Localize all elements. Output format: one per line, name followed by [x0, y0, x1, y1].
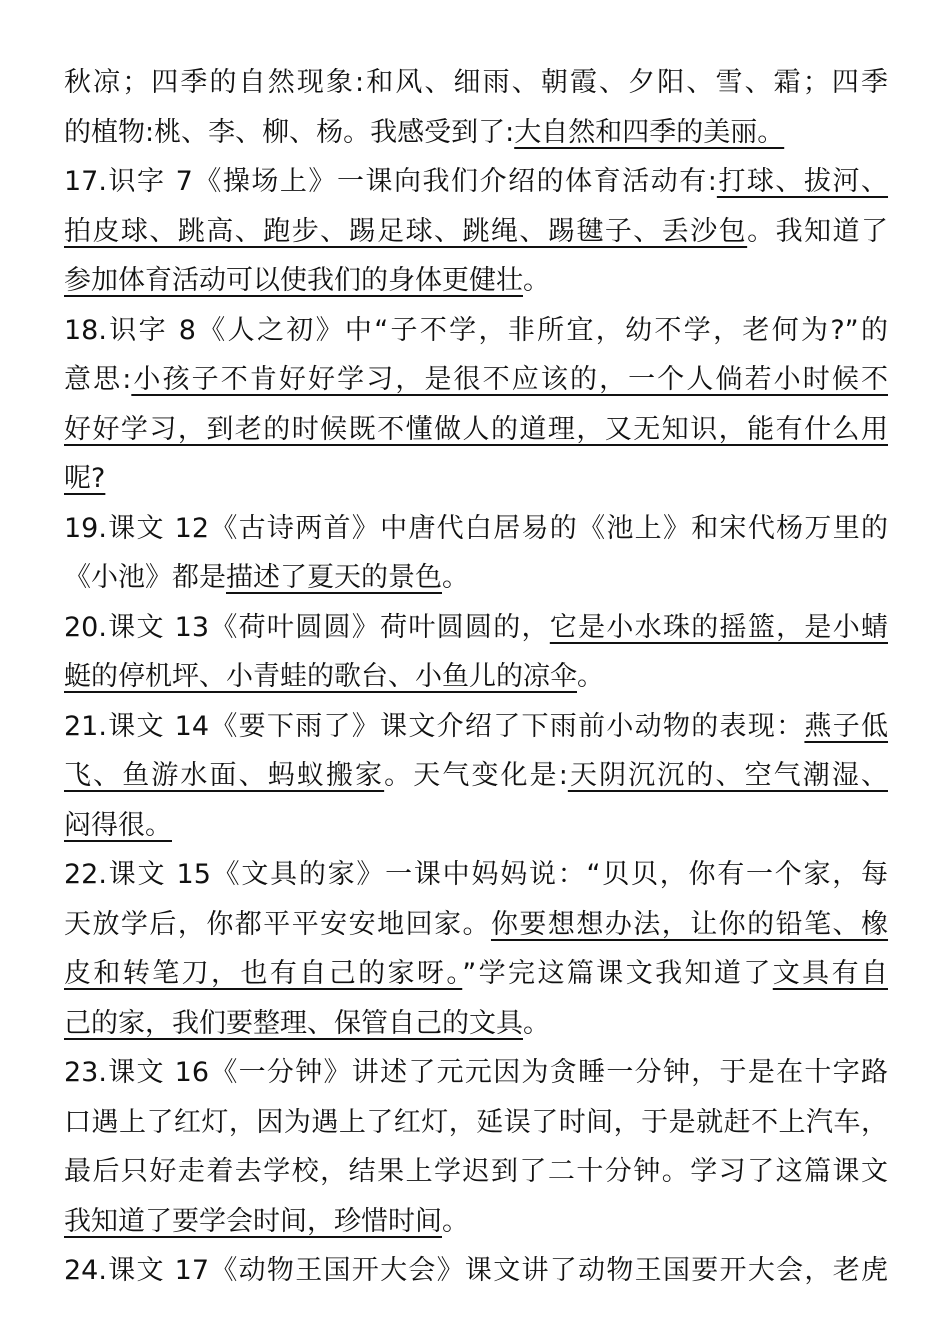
underlined-answer: 燕子低: [804, 710, 889, 742]
text-segment: 17.识字 7《操场上》一课向我们介绍的体育活动有:: [64, 166, 717, 197]
text-line: [64, 1197, 888, 1247]
text-line: [64, 504, 888, 554]
document-page: [64, 58, 888, 1296]
text-line: [64, 207, 888, 257]
text-line: [64, 751, 888, 801]
text-segment: 20.课文 13《荷叶圆圆》荷叶圆圆的，: [64, 611, 550, 643]
text-segment: 天放学后，你都平平安安地回家。: [64, 908, 491, 940]
underlined-answer: 蜓的停机坪、小青蛙的歌台、小鱼儿的凉伞: [64, 661, 577, 692]
underlined-answer: 文具有自: [772, 958, 888, 989]
text-segment: 最后只好走着去学校，结果上学迟到了二十分钟。学习了这篇课文: [64, 1156, 888, 1187]
text-segment: 。: [442, 1205, 469, 1237]
underlined-answer: 皮和转笔刀，也有自己的家呀。: [64, 958, 463, 989]
text-line: [64, 1048, 888, 1098]
text-line: [64, 306, 888, 356]
underlined-answer: 拍皮球、跳高、跑步、踢足球、跳绳、踢毽子、丢沙包: [64, 215, 748, 247]
underlined-answer: 小孩子不肯好好学习，是很不应该的，一个人倘若小时候不: [131, 364, 888, 395]
text-line: [64, 1098, 888, 1148]
text-segment: 24.课文 17《动物王国开大会》课文讲了动物王国要开大会，老虎: [64, 1255, 888, 1286]
text-segment: 19.课文 12《古诗两首》中唐代白居易的《池上》和宋代杨万里的: [64, 512, 888, 544]
underlined-answer: 己的家，我们要整理、保管自己的文具: [64, 1007, 523, 1039]
text-segment: 秋凉；四季的自然现象:和风、细雨、朝霞、夕阳、雪、霜；四季: [64, 67, 888, 98]
text-line: [64, 108, 888, 158]
text-line: [64, 157, 888, 207]
text-segment: 18.识字 8《人之初》中“子不学，非所宜，幼不学，老何为?”的: [64, 314, 888, 346]
text-line: [64, 405, 888, 455]
underlined-answer: 闷得很。: [64, 809, 172, 841]
underlined-answer: 天阴沉沉的、空气潮湿、: [567, 760, 888, 791]
text-line: [64, 652, 888, 702]
text-line: [64, 702, 888, 752]
underlined-answer: 飞、鱼游水面、蚂蚁搬家: [64, 760, 385, 791]
underlined-answer: 描述了夏天的景色: [226, 562, 442, 593]
text-segment: 意思:: [64, 364, 132, 395]
underlined-answer: 参加体育活动可以使我们的身体更健壮: [64, 265, 523, 296]
text-line: [64, 603, 888, 653]
underlined-answer: 大自然和四季的美丽。: [514, 116, 785, 148]
underlined-answer: 呢?: [64, 463, 106, 494]
text-line: [64, 900, 888, 950]
text-segment: 。: [523, 265, 550, 296]
text-segment: 。: [577, 661, 604, 692]
underlined-answer: 它是小水珠的摇篮，是小蜻: [549, 611, 888, 643]
underlined-answer: 打球、拔河、: [716, 166, 889, 197]
text-line: [64, 355, 888, 405]
text-line: [64, 1147, 888, 1197]
text-segment: ”学完这篇课文我知道了: [462, 958, 773, 989]
text-segment: 《小池》都是: [64, 562, 226, 593]
text-line: [64, 58, 888, 108]
text-segment: 。: [442, 562, 469, 593]
text-line: [64, 801, 888, 851]
underlined-answer: 好好学习，到老的时候既不懂做人的道理，又无知识，能有什么用: [64, 413, 888, 445]
text-segment: 。天气变化是:: [384, 760, 568, 791]
text-line: [64, 454, 888, 504]
text-segment: 口遇上了红灯，因为遇上了红灯，延误了时间，于是就赶不上汽车，: [64, 1106, 888, 1138]
underlined-answer: 你要想想办法，让你的铅笔、橡: [490, 908, 889, 940]
text-line: [64, 949, 888, 999]
text-segment: 21.课文 14《要下雨了》课文介绍了下雨前小动物的表现：: [64, 710, 805, 742]
text-segment: 。: [523, 1007, 550, 1039]
underlined-answer: 我知道了要学会时间，珍惜时间: [64, 1205, 442, 1237]
text-line: [64, 1246, 888, 1296]
text-line: [64, 256, 888, 306]
text-line: [64, 553, 888, 603]
text-segment: 22.课文 15《文具的家》一课中妈妈说：“贝贝，你有一个家，每: [64, 859, 888, 890]
text-line: [64, 999, 888, 1049]
text-segment: 。我知道了: [747, 215, 889, 247]
text-segment: 23.课文 16《一分钟》讲述了元元因为贪睡一分钟，于是在十字路: [64, 1057, 888, 1088]
text-segment: 的植物:桃、李、柳、杨。我感受到了:: [64, 116, 515, 148]
text-line: [64, 850, 888, 900]
